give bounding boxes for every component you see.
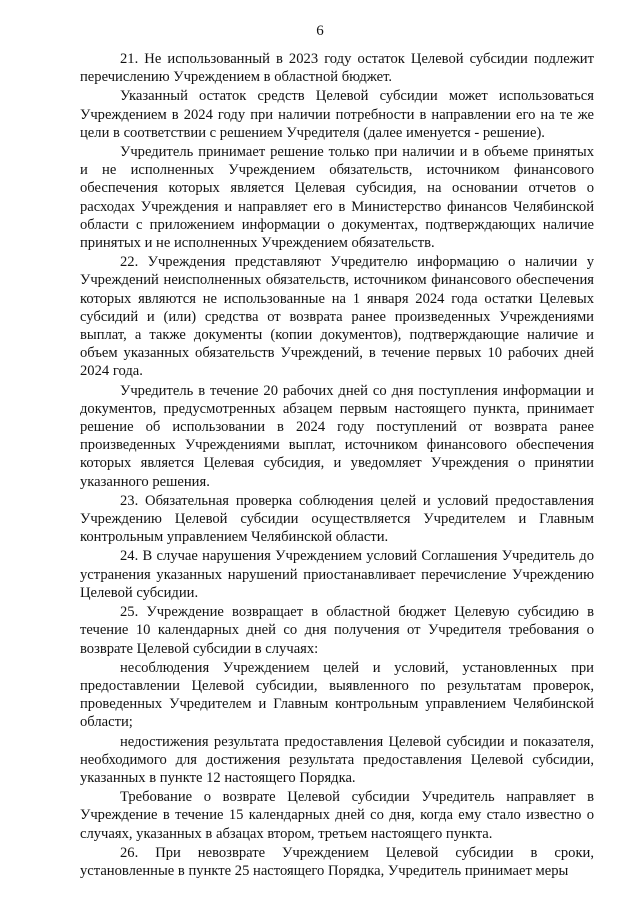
paragraph-24: 24. В случае нарушения Учреждением условий Соглашения Учредитель до устранения указанных нарушений приостанавливает перечисление Учреждению Целевой субсидии. [80, 548, 594, 601]
paragraph-22-decision: Учредитель в течение 20 рабочих дней со дня поступления информации и документов, предусмотренных абзацем первым настоящего пункта, принимает решение об использовании в 2024 году поступлений от возврата ранее произведенных Учреждениями выплат, источником финансового обеспечения которых является Целевая субсидия, и уведомляет Учреждения о принятии указанного решения. [80, 382, 594, 490]
paragraph-25-case-2: недостижения результата предоставления Целевой субсидии и показателя, необходимого для достижения результата предоставления Целевой субсидии, указанных в пункте 12 настоящего Порядка. [80, 733, 594, 786]
paragraph-21-remainder: Указанный остаток средств Целевой субсидии может использоваться Учреждением в 2024 году при наличии потребности в направлении его на те же цели в соответствии с решением Учредителя (далее именуется - решение). [80, 88, 594, 141]
paragraph-25-case-1: несоблюдения Учреждением целей и условий, установленных при предоставлении Целевой субсидии, выявленного по результатам проверок, проведенных Учредителем и Главным контрольным управлением Челябинской области; [80, 659, 594, 731]
paragraph-22: 22. Учреждения представляют Учредителю информацию о наличии у Учреждений неисполненных обязательств, источником финансового обеспечения которых являются не использованные на 1 января 2024 года остатки Целевых субсидий и (или) средства от возврата ранее произведенных Учреждениями выплат, а также документы (копии документов), подтверждающие наличие и объем указанных обязательств Учреждений, в течение первых 10 рабочих дней 2024 года. [80, 254, 594, 380]
paragraph-26: 26. При невозврате Учреждением Целевой субсидии в сроки, установленные в пункте 25 настоящего Порядка, Учредитель принимает меры [80, 844, 594, 879]
paragraph-21: 21. Не использованный в 2023 году остаток Целевой субсидии подлежит перечислению Учреждением в областной бюджет. [80, 51, 594, 86]
document-body [80, 50, 594, 881]
paragraph-23: 23. Обязательная проверка соблюдения целей и условий предоставления Учреждению Целевой субсидии осуществляется Учредителем и Главным контрольным управлением Челябинской области. [80, 492, 594, 546]
paragraph-25: 25. Учреждение возвращает в областной бюджет Целевую субсидию в течение 10 календарных дней со дня получения от Учредителя требования о возврате Целевой субсидии в случаях: [80, 604, 594, 657]
page-number: 6 [316, 23, 324, 39]
paragraph-21-decision: Учредитель принимает решение только при наличии и в объеме принятых и не исполненных Учреждением обязательств, источником финансового обеспечения которых является Целевая субсидия, на основании отчетов о расходах Учреждения и направляет его в Министерство финансов Челябинской области с приложением информации о документах, подтверждающих наличие принятых и не исполненных Учреждением обязательств. [80, 144, 594, 252]
paragraph-25-requirement: Требование о возврате Целевой субсидии Учредитель направляет в Учреждение в течение 15 календарных дней со дня, когда ему стало известно о случаях, указанных в абзацах втором, третьем настоящего пункта. [80, 789, 594, 842]
